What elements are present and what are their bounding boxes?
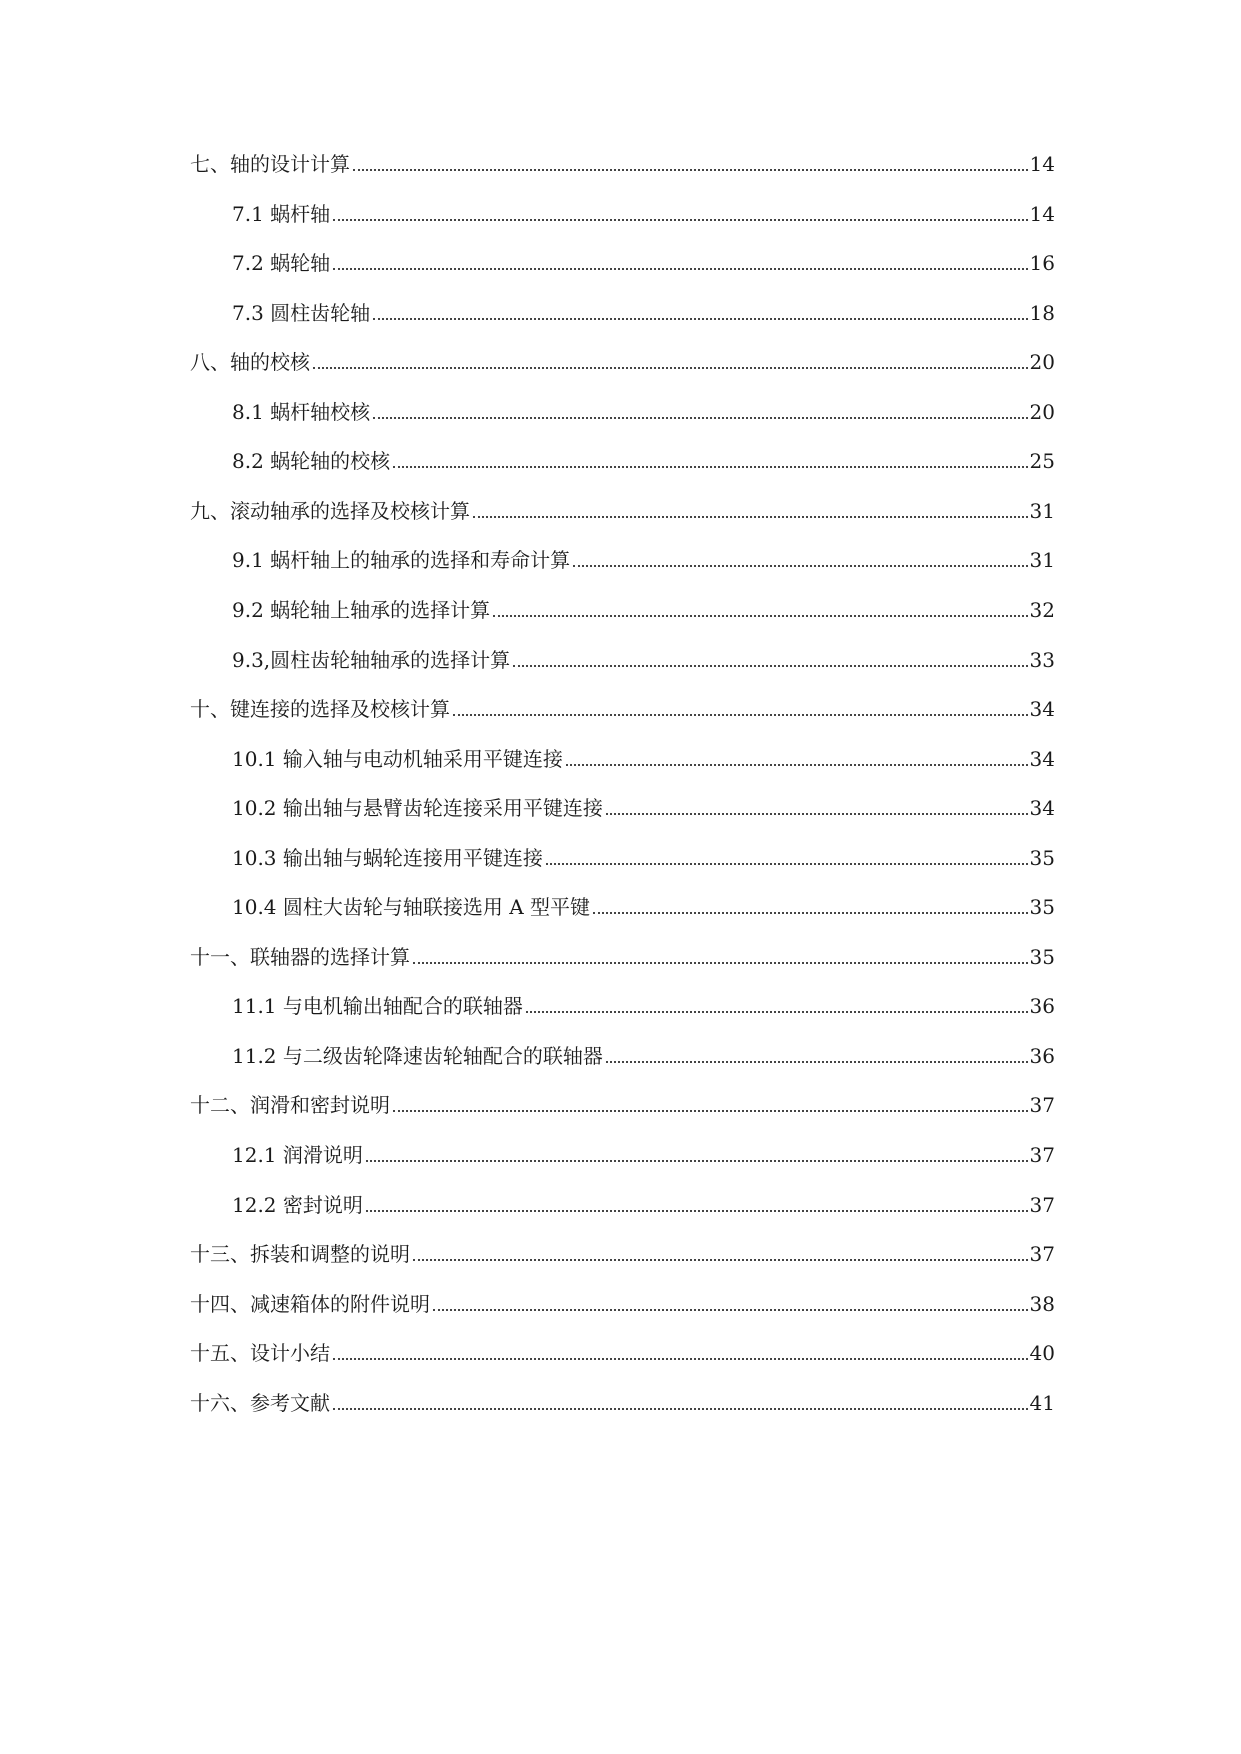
toc-section-entry[interactable]	[232, 192, 1055, 226]
toc-entry-title: 12.1 润滑说明	[232, 1143, 363, 1167]
toc-dot-leader	[366, 1210, 1028, 1212]
toc-entry-title: 8.1 蜗杆轴校核	[232, 400, 371, 424]
toc-entry-page-number: 35	[1029, 945, 1055, 969]
toc-entry-page-number: 37	[1029, 1193, 1055, 1217]
toc-chapter-entry[interactable]	[190, 935, 1055, 969]
toc-entry-title: 十、键连接的选择及校核计算	[190, 697, 450, 721]
toc-entry-title: 8.2 蜗轮轴的校核	[232, 449, 391, 473]
toc-entry-page-number: 38	[1029, 1292, 1055, 1316]
toc-entry-title: 9.1 蜗杆轴上的轴承的选择和寿命计算	[232, 548, 571, 572]
toc-chapter-entry[interactable]	[190, 489, 1055, 523]
toc-entry-title: 十四、减速箱体的附件说明	[190, 1292, 430, 1316]
toc-entry-page-number: 36	[1029, 1044, 1055, 1068]
toc-chapter-entry[interactable]	[190, 1083, 1055, 1117]
toc-dot-leader	[393, 466, 1027, 468]
toc-section-entry[interactable]	[232, 885, 1055, 919]
toc-entry-title: 十三、拆装和调整的说明	[190, 1242, 410, 1266]
toc-dot-leader	[373, 318, 1027, 320]
toc-entry-page-number: 37	[1029, 1242, 1055, 1266]
toc-entry-title: 12.2 密封说明	[232, 1193, 363, 1217]
toc-entry-page-number: 20	[1029, 400, 1055, 424]
toc-entry-title: 9.3,圆柱齿轮轴轴承的选择计算	[232, 648, 511, 672]
toc-entry-title: 10.4 圆柱大齿轮与轴联接选用 A 型平键	[232, 895, 591, 919]
toc-section-entry[interactable]	[232, 1133, 1055, 1167]
toc-entry-page-number: 37	[1029, 1093, 1055, 1117]
toc-dot-leader	[366, 1160, 1028, 1162]
toc-entry-title: 九、滚动轴承的选择及校核计算	[190, 499, 470, 523]
toc-entry-title: 七、轴的设计计算	[190, 152, 350, 176]
toc-entry-title: 八、轴的校核	[190, 350, 310, 374]
toc-dot-leader	[453, 714, 1028, 716]
toc-entry-page-number: 40	[1029, 1341, 1055, 1365]
toc-dot-leader	[546, 863, 1028, 865]
toc-dot-leader	[353, 169, 1028, 171]
toc-entry-page-number: 20	[1029, 350, 1055, 374]
toc-dot-leader	[493, 615, 1027, 617]
toc-section-entry[interactable]	[232, 390, 1055, 424]
toc-chapter-entry[interactable]	[190, 687, 1055, 721]
toc-entry-page-number: 37	[1029, 1143, 1055, 1167]
toc-dot-leader	[373, 417, 1027, 419]
toc-chapter-entry[interactable]	[190, 1331, 1055, 1365]
toc-dot-leader	[333, 1408, 1028, 1410]
toc-entry-page-number: 41	[1029, 1391, 1055, 1415]
toc-entry-page-number: 34	[1029, 747, 1055, 771]
toc-entry-page-number: 16	[1029, 251, 1055, 275]
toc-dot-leader	[433, 1309, 1028, 1311]
toc-entry-title: 10.2 输出轴与悬臂齿轮连接采用平键连接	[232, 796, 603, 820]
toc-entry-title: 十六、参考文献	[190, 1391, 330, 1415]
toc-entry-page-number: 35	[1029, 846, 1055, 870]
toc-entry-title: 10.1 输入轴与电动机轴采用平键连接	[232, 747, 563, 771]
toc-entry-title: 10.3 输出轴与蜗轮连接用平键连接	[232, 846, 543, 870]
toc-chapter-entry[interactable]	[190, 142, 1055, 176]
toc-dot-leader	[526, 1011, 1028, 1013]
toc-entry-page-number: 33	[1029, 648, 1055, 672]
toc-section-entry[interactable]	[232, 836, 1055, 870]
toc-entry-title: 7.1 蜗杆轴	[232, 202, 331, 226]
toc-section-entry[interactable]	[232, 291, 1055, 325]
toc-dot-leader	[333, 219, 1027, 221]
toc-chapter-entry[interactable]	[190, 1232, 1055, 1266]
toc-dot-leader	[413, 962, 1028, 964]
toc-entry-title: 7.3 圆柱齿轮轴	[232, 301, 371, 325]
toc-entry-title: 十五、设计小结	[190, 1341, 330, 1365]
toc-entry-page-number: 36	[1029, 994, 1055, 1018]
toc-dot-leader	[333, 268, 1027, 270]
toc-entry-page-number: 31	[1029, 548, 1055, 572]
toc-entry-page-number: 34	[1029, 796, 1055, 820]
toc-section-entry[interactable]	[232, 588, 1055, 622]
toc-section-entry[interactable]	[232, 786, 1055, 820]
toc-dot-leader	[573, 565, 1027, 567]
toc-entry-title: 十二、润滑和密封说明	[190, 1093, 390, 1117]
toc-section-entry[interactable]	[232, 538, 1055, 572]
toc-entry-page-number: 14	[1029, 202, 1055, 226]
toc-dot-leader	[473, 516, 1028, 518]
toc-entry-page-number: 14	[1029, 152, 1055, 176]
toc-dot-leader	[593, 912, 1028, 914]
toc-dot-leader	[393, 1110, 1028, 1112]
toc-dot-leader	[313, 367, 1028, 369]
toc-entry-title: 9.2 蜗轮轴上轴承的选择计算	[232, 598, 491, 622]
toc-entry-title: 7.2 蜗轮轴	[232, 251, 331, 275]
toc-dot-leader	[606, 1061, 1028, 1063]
toc-entry-page-number: 32	[1029, 598, 1055, 622]
toc-section-entry[interactable]	[232, 1183, 1055, 1217]
toc-chapter-entry[interactable]	[190, 1381, 1055, 1415]
toc-dot-leader	[566, 764, 1028, 766]
toc-entry-page-number: 31	[1029, 499, 1055, 523]
toc-dot-leader	[513, 665, 1027, 667]
toc-section-entry[interactable]	[232, 241, 1055, 275]
toc-section-entry[interactable]	[232, 1034, 1055, 1068]
toc-section-entry[interactable]	[232, 984, 1055, 1018]
toc-dot-leader	[606, 813, 1028, 815]
toc-entry-page-number: 35	[1029, 895, 1055, 919]
toc-section-entry[interactable]	[232, 439, 1055, 473]
toc-chapter-entry[interactable]	[190, 340, 1055, 374]
toc-dot-leader	[333, 1358, 1028, 1360]
toc-dot-leader	[413, 1259, 1028, 1261]
toc-entry-page-number: 18	[1029, 301, 1055, 325]
toc-entry-title: 11.1 与电机输出轴配合的联轴器	[232, 994, 523, 1018]
toc-entry-title: 11.2 与二级齿轮降速齿轮轴配合的联轴器	[232, 1044, 603, 1068]
toc-entry-title: 十一、联轴器的选择计算	[190, 945, 410, 969]
toc-entry-page-number: 34	[1029, 697, 1055, 721]
toc-section-entry[interactable]	[232, 638, 1055, 672]
toc-chapter-entry[interactable]	[190, 1282, 1055, 1316]
toc-section-entry[interactable]	[232, 737, 1055, 771]
toc-entry-page-number: 25	[1029, 449, 1055, 473]
